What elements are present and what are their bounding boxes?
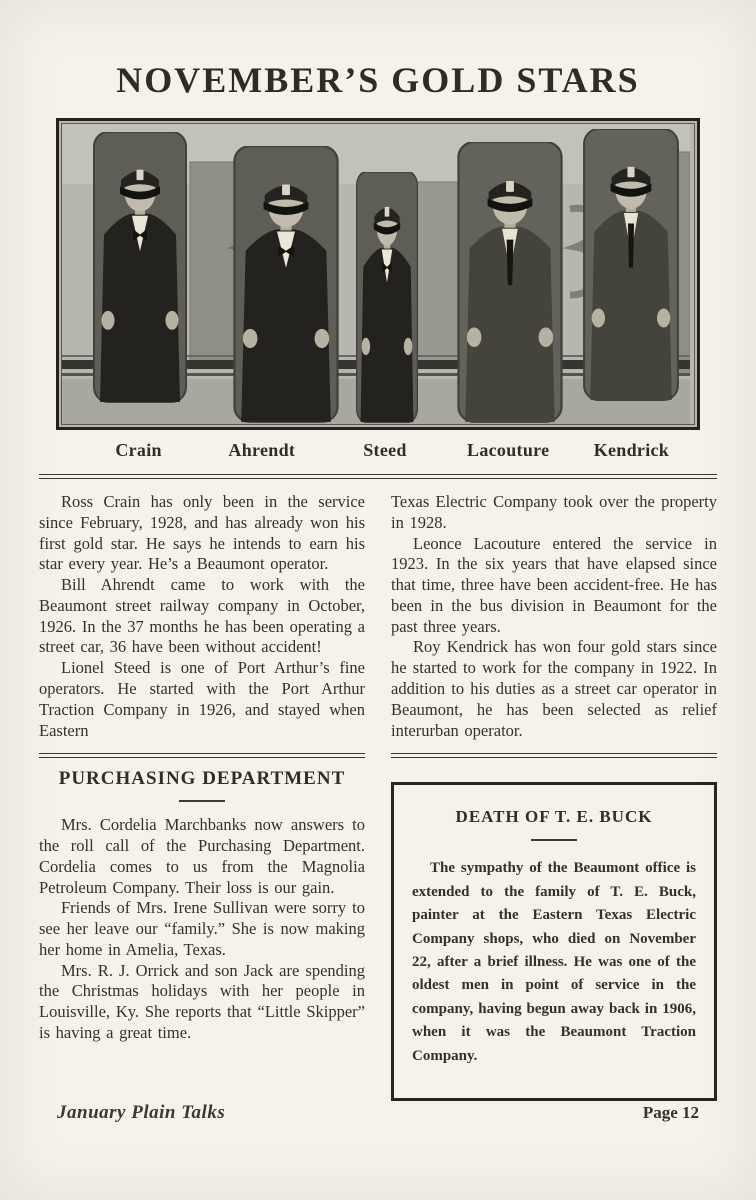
paragraph-crain: Ross Crain has only been in the service since February, 1928, and has already won his first gold star. He says he intends to earn his star every year. He’s a Beaumont operator. <box>39 492 365 574</box>
heading-dash <box>179 800 225 802</box>
operator-figure-ahrendt <box>234 146 337 422</box>
group-photo <box>61 123 695 425</box>
gold-stars-article <box>39 492 717 741</box>
page-title: NOVEMBER’S GOLD STARS <box>116 60 640 100</box>
caption-name-steed: Steed <box>363 440 407 460</box>
caption-name-ahrendt: Ahrendt <box>228 440 296 460</box>
operators-photo-illustration <box>62 124 690 424</box>
death-notice-column <box>391 753 717 1101</box>
left-column-divider <box>39 753 365 758</box>
paragraph-lacouture: Leonce Lacouture entered the service in 1923. In the six years that have elapsed since that time, three have been accident-free. He has been in the bus division in Beaumont for the past three years. <box>391 533 717 636</box>
purchasing-department-article <box>39 753 365 1101</box>
caption-name-lacouture: Lacouture <box>467 440 550 460</box>
notice-heading-dash <box>531 839 577 841</box>
right-column-divider <box>391 753 717 758</box>
operator-figure-kendrick <box>584 129 678 400</box>
death-notice-heading: DEATH OF T. E. BUCK <box>455 807 653 827</box>
page-footer <box>57 1102 699 1124</box>
caption-name-kendrick: Kendrick <box>593 440 670 460</box>
paragraph-sullivan: Friends of Mrs. Irene Sullivan were sorry to see her leave our “family.” She is now making her home in Amelia, Texas. <box>39 898 365 959</box>
paragraph-steed-continued: Texas Electric Company took over the property in 1928. <box>391 492 717 532</box>
caption-name-crain: Crain <box>115 440 162 460</box>
operator-figure-steed <box>357 172 418 422</box>
gold-stars-right-column <box>391 492 717 741</box>
group-photo-frame <box>56 118 700 430</box>
photo-caption-names <box>63 440 693 461</box>
gold-stars-left-column <box>39 492 365 741</box>
paragraph-steed: Lionel Steed is one of Port Arthur’s fine operators. He started with the Port Arthur Traction Company in 1926, and stayed when Eastern <box>39 658 365 740</box>
death-notice-box <box>391 782 717 1101</box>
lower-section <box>39 753 717 1101</box>
operator-figure-crain <box>94 132 186 402</box>
paragraph-kendrick: Roy Kendrick has won four gold stars since he started to work for the company in 1922. In addition to his duties as a street car operator in Beaumont, he has been selected as relief interurban operator. <box>391 637 717 740</box>
purchasing-heading: PURCHASING DEPARTMENT <box>58 768 346 790</box>
page-number: Page 12 <box>642 1103 699 1122</box>
paragraph-marchbanks: Mrs. Cordelia Marchbanks now answers to the roll call of the Purchasing Department. Cordelia comes to us from the Magnolia Petroleum Company. Their loss is our gain. <box>39 815 365 897</box>
paragraph-orrick: Mrs. R. J. Orrick and son Jack are spending the Christmas holidays with her people in Louisville, Ky. She reports that “Little Skipper” is having a great time. <box>39 960 365 1042</box>
operator-figure-lacouture <box>458 142 561 422</box>
journal-name: January Plain Talks <box>57 1102 226 1123</box>
paragraph-ahrendt: Bill Ahrendt came to work with the Beaumont street railway company in October, 1926. In the 37 months he has been operating a street car, 36 have been without accident! <box>39 575 365 657</box>
death-notice-body: The sympathy of the Beaumont office is extended to the family of T. E. Buck, painter at the Eastern Texas Electric Company shops, who died on November 22, after a brief illness. He was one of the oldest men in point of service in the company, having begun away back in 1906, when it was the Beaumont Traction Company. <box>412 860 696 1064</box>
section-divider <box>39 474 717 479</box>
